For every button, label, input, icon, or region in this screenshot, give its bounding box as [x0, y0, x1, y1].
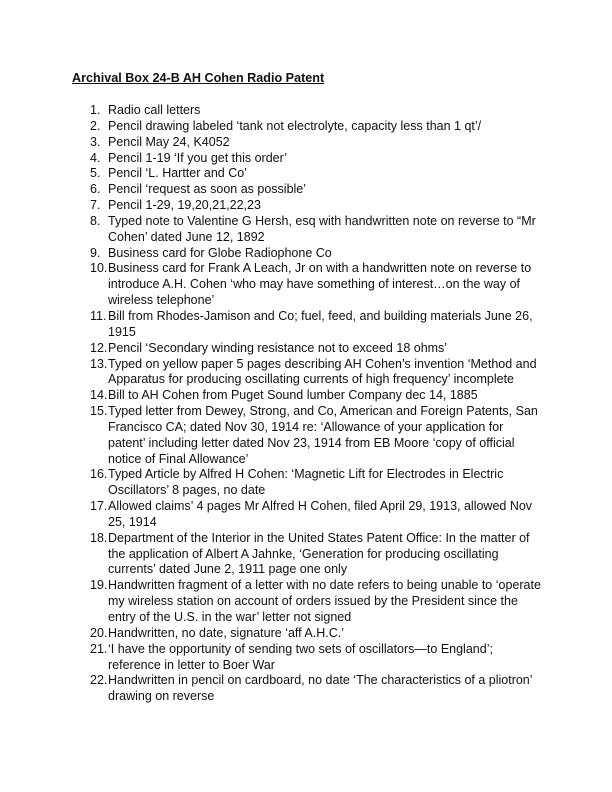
list-item [90, 246, 542, 262]
list-item [90, 198, 542, 214]
list-item [90, 499, 542, 531]
item-number: 10. [90, 261, 108, 276]
list-item [90, 388, 542, 404]
list-item [90, 357, 542, 389]
item-text: Pencil 1-19 ‘If you get this order’ [108, 150, 288, 165]
item-list [90, 103, 542, 705]
item-text: Department of the Interior in the United States Patent Office: In the matter of the application of Albert A Jahnke, ‘Generation for producing oscillating currents’ dated June 2, 1911 page one only [108, 530, 530, 577]
item-number: 13. [90, 356, 108, 371]
item-text: Typed on yellow paper 5 pages describing AH Cohen’s invention ‘Method and Apparatus for producing oscillating currents of high frequency’ incomplete [108, 356, 537, 387]
item-text: Bill to AH Cohen from Puget Sound lumber Company dec 14, 1885 [108, 388, 478, 403]
item-text: Pencil ‘request as soon as possible’ [108, 182, 307, 197]
item-number: 3. [90, 134, 101, 149]
item-text: Business card for Globe Radiophone Co [108, 245, 332, 260]
item-text: Allowed claims’ 4 pages Mr Alfred H Cohen, filed April 29, 1913, allowed Nov 25, 1914 [108, 499, 533, 529]
item-number: 15. [90, 404, 108, 419]
item-number: 16. [90, 467, 108, 482]
item-text: Radio call letters [108, 103, 201, 117]
list-item [90, 341, 542, 357]
item-text: Handwritten in pencil on cardboard, no date ‘The characteristics of a pliotron’ drawing on reverse [108, 673, 533, 704]
item-text: Handwritten fragment of a letter with no date refers to being unable to ‘operate my wireless station on account of orders issued by the President since the entry of the U.S. in the war’ letter not signed [108, 578, 541, 624]
list-item [90, 578, 542, 626]
item-number: 22. [90, 673, 108, 688]
item-number: 8. [90, 213, 101, 228]
list-item [90, 467, 542, 499]
list-item [90, 119, 542, 135]
list-item [90, 261, 542, 309]
item-number: 17. [90, 499, 108, 514]
document-title: Archival Box 24-B AH Cohen Radio Patent [72, 71, 325, 85]
list-item [90, 214, 542, 246]
item-number: 14. [90, 388, 108, 403]
list-item [90, 309, 542, 341]
list-item [90, 103, 542, 119]
item-number: 2. [90, 118, 101, 133]
item-number: 20. [90, 625, 108, 640]
item-text: Bill from Rhodes-Jamison and Co; fuel, feed, and building materials June 26, 1915 [108, 308, 533, 339]
item-number: 11. [90, 308, 107, 323]
item-text: Pencil ‘Secondary winding resistance not to exceed 18 ohms’ [108, 340, 448, 355]
list-item [90, 166, 542, 182]
list-item [90, 531, 542, 579]
list-item [90, 135, 542, 151]
item-number: 18. [90, 530, 108, 545]
item-text: ‘I have the opportunity of sending two sets of oscillators—to England’; reference in letter to Boer War [108, 641, 493, 672]
list-item [90, 626, 542, 642]
item-number: 12. [90, 340, 108, 355]
list-item [90, 151, 542, 167]
item-text: Typed letter from Dewey, Strong, and Co, American and Foreign Patents, San Francisco CA; dated Nov 30, 1914 re: ‘Allowance of your application for patent’ including letter dated Nov 23, 1914 from EB Moore ‘copy of official notice of Final Allowance’ [108, 404, 538, 466]
list-item [90, 642, 542, 674]
item-number: 6. [90, 182, 101, 197]
item-number: 9. [90, 245, 101, 260]
list-item [90, 404, 542, 467]
item-number: 1. [90, 103, 101, 117]
item-number: 21. [90, 641, 108, 656]
item-number: 5. [90, 166, 101, 181]
item-number: 19. [90, 578, 108, 593]
item-text: Pencil ‘L. Hartter and Co’ [108, 166, 247, 181]
item-text: Handwritten, no date, signature ‘aff A.H.C.’ [108, 625, 345, 640]
item-text: Pencil 1-29, 19,20,21,22,23 [108, 198, 261, 213]
item-text: Typed Article by Alfred H Cohen: ‘Magnetic Lift for Electrodes in Electric Oscillators’ 8 pages, no date [108, 467, 504, 498]
list-item [90, 182, 542, 198]
item-number: 4. [90, 150, 101, 165]
item-number: 7. [90, 198, 101, 213]
item-text: Business card for Frank A Leach, Jr on with a handwritten note on reverse to introduce A.H. Cohen ‘who may have something of interest…on the way of wireless telephone’ [108, 261, 532, 308]
item-text: Typed note to Valentine G Hersh, esq with handwritten note on reverse to “Mr Cohen’ dated June 12, 1892 [108, 213, 536, 244]
item-text: Pencil drawing labeled ‘tank not electrolyte, capacity less than 1 qt’/ [108, 118, 482, 133]
item-text: Pencil May 24, K4052 [108, 134, 230, 149]
list-item [90, 673, 542, 705]
